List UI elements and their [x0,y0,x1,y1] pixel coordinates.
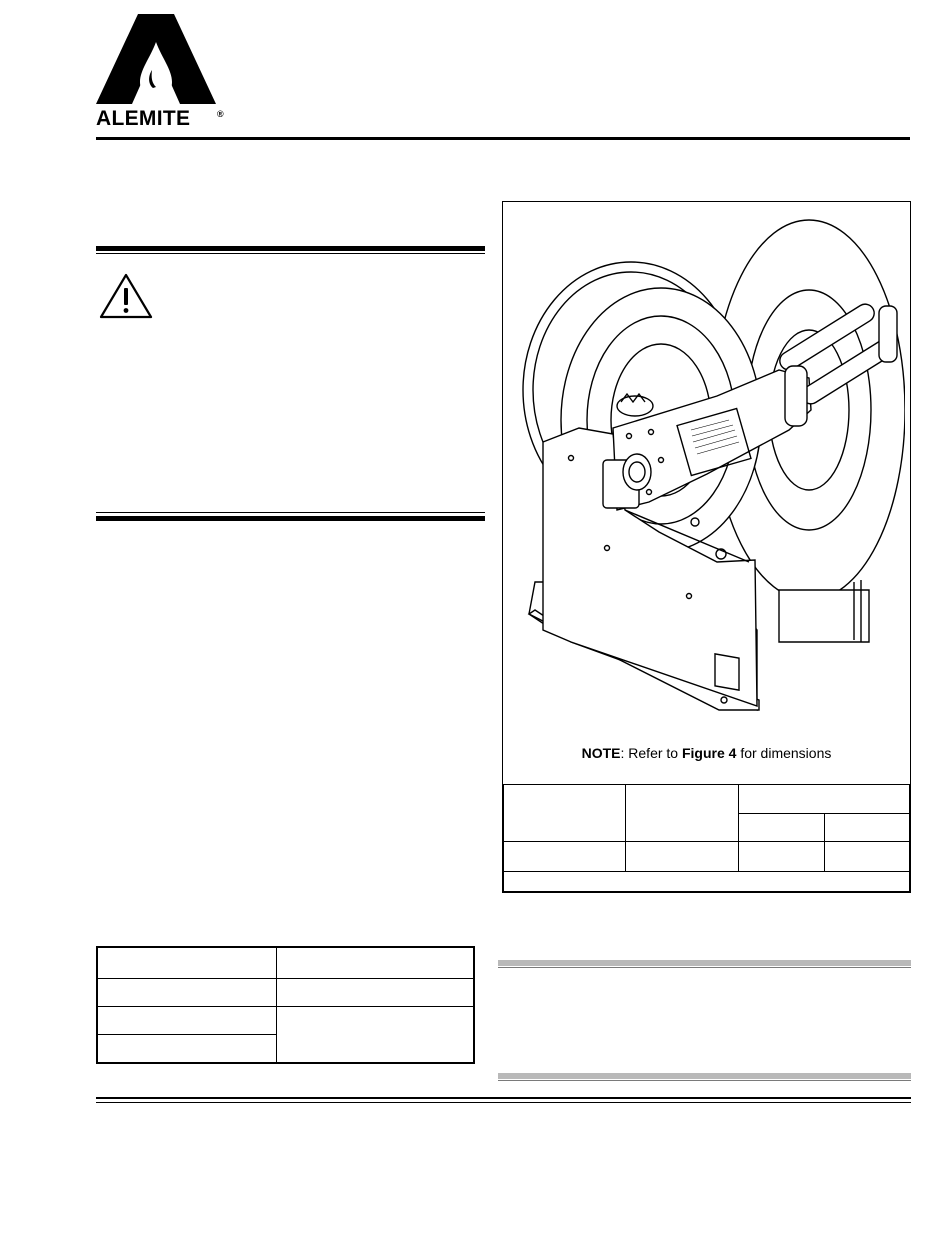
spec-table-header-cell [504,785,626,842]
spec-table [503,784,910,892]
alemite-logo-icon [96,12,216,104]
warning-section-bottom-rule-thick [96,516,485,521]
registered-mark: ® [217,109,224,119]
parts-table-cell-merged [276,1007,474,1064]
hose-reel-illustration [509,210,905,730]
warning-section-top-rule-thin [96,253,485,254]
section-bar-bottom [498,1073,911,1079]
note-figure-ref: Figure 4 [681,745,737,761]
header-rule [96,137,910,140]
spec-table-header-cell [626,785,739,842]
spec-table-cell [504,842,626,872]
warning-section-bottom-rule-thin [96,512,485,513]
brand-logo [96,12,226,130]
spec-table-subheader-cell [825,814,910,842]
parts-table-cell [97,979,276,1007]
brand-name: ALEMITE [96,107,191,130]
parts-table-cell [97,1035,276,1064]
parts-table-cell [276,979,474,1007]
note-text-1: : Refer to [620,745,682,761]
warning-triangle-icon [98,272,154,320]
spec-table-cell [739,842,825,872]
parts-table-cell [97,1007,276,1035]
note-text-2: for dimensions [736,745,832,761]
spec-table-header-cell [739,785,910,814]
note-label: NOTE [581,745,621,761]
footer-rule-thick [96,1097,911,1099]
footer-rule-thin [96,1102,911,1103]
warning-section-top-rule-thick [96,246,485,251]
parts-table-header-cell [97,947,276,979]
figure-panel [502,201,911,893]
spec-table-cell [825,842,910,872]
spec-table-cell [626,842,739,872]
spec-table-footer-cell [504,872,910,892]
parts-table-header-cell [276,947,474,979]
parts-table [96,946,475,1064]
figure-note [503,745,910,761]
spec-table-subheader-cell [739,814,825,842]
section-bar-top [498,960,911,966]
